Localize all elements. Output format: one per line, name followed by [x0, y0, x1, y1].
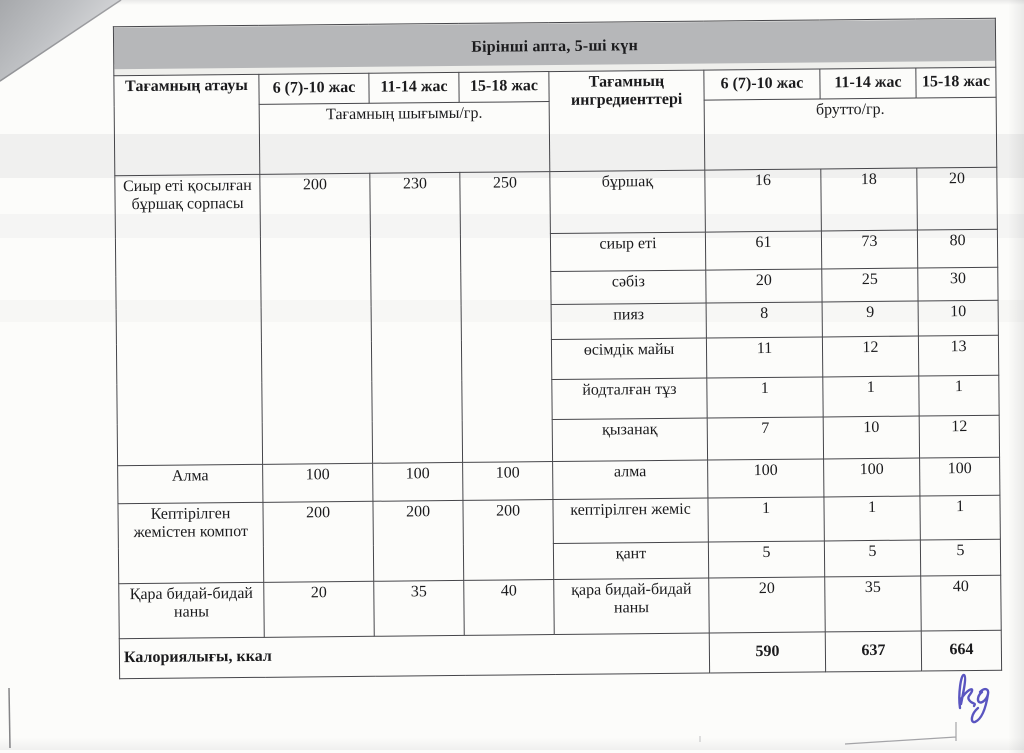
scanner-corner-artifact	[0, 0, 122, 82]
brutto-value-cell: 12	[822, 336, 918, 377]
ingredient-name-cell: қант	[553, 542, 708, 579]
brutto-value-cell: 10	[918, 300, 998, 336]
brutto-value-cell: 1	[920, 495, 1001, 540]
ingredient-name-cell: сиыр еті	[550, 232, 705, 271]
table-row	[119, 575, 1002, 638]
calories-value-cell: 664	[921, 630, 1001, 671]
brutto-value-cell: 61	[705, 231, 821, 270]
brutto-value-cell: 1	[707, 377, 823, 418]
portion-value-cell: 40	[464, 580, 555, 636]
portion-value-cell: 100	[463, 462, 553, 501]
brutto-value-cell: 20	[709, 577, 826, 633]
brutto-value-cell: 13	[918, 335, 998, 376]
brutto-value-cell: 100	[708, 459, 824, 498]
brutto-value-cell: 25	[822, 268, 918, 302]
brutto-value-cell: 16	[705, 169, 822, 232]
handwritten-signature	[948, 662, 1006, 730]
age-header-cell: 6 (7)-10 жас	[704, 69, 820, 100]
scan-right-edge-shading	[1008, 0, 1024, 753]
ingredients-column-header: Тағамның ингредиенттері	[549, 70, 705, 171]
ingredient-name-cell: йодталған тұз	[552, 378, 707, 419]
brutto-value-cell: 100	[824, 458, 920, 497]
portion-value-cell: 20	[264, 581, 375, 637]
brutto-value-cell: 12	[919, 415, 1000, 458]
calories-value-cell: 637	[825, 631, 921, 672]
ingredient-name-cell: пияз	[551, 303, 706, 339]
dish-name-cell: Кептірілген жемістен компот	[118, 502, 264, 583]
brutto-value-cell: 1	[824, 496, 920, 541]
brutto-value-cell: 20	[706, 269, 822, 303]
ingredient-name-cell: қызанақ	[552, 418, 707, 461]
ingredient-name-cell: алма	[553, 460, 708, 499]
brutto-value-cell: 80	[917, 229, 997, 268]
portion-value-cell: 100	[263, 463, 373, 502]
page-title: Бірінші апта, 5-ші күн	[113, 18, 996, 75]
brutto-value-cell: 11	[706, 337, 822, 378]
age-header-cell: 11-14 жас	[820, 68, 916, 99]
scan-top-edge-shading	[0, 0, 1024, 5]
portion-value-cell: 100	[373, 462, 463, 501]
ingredient-name-cell: бұршақ	[550, 170, 706, 233]
portion-value-cell: 200	[260, 173, 373, 464]
brutto-value-cell: 10	[823, 416, 919, 459]
brutto-value-cell: 5	[708, 541, 824, 578]
brutto-value-cell: 20	[917, 167, 998, 230]
age-header-cell: 15-18 жас	[916, 67, 996, 98]
menu-table-container	[113, 18, 1001, 679]
table-row	[119, 630, 1001, 678]
portion-value-cell: 200	[463, 500, 554, 581]
menu-table	[113, 18, 1002, 679]
age-header-cell: 6 (7)-10 жас	[259, 73, 369, 104]
brutto-value-cell: 100	[920, 457, 1000, 496]
ingredient-name-cell: қара бидай-бидай наны	[554, 578, 710, 634]
age-header-cell: 11-14 жас	[369, 72, 459, 103]
dish-name-column-header: Тағамның атауы	[114, 74, 260, 175]
calories-value-cell: 590	[709, 632, 825, 673]
brutto-value-cell: 5	[920, 539, 1000, 576]
dish-name-cell: Қара бидай-бидай наны	[119, 582, 265, 638]
brutto-value-cell: 35	[825, 576, 922, 632]
brutto-value-cell: 1	[823, 376, 919, 417]
portion-value-cell: 230	[370, 172, 463, 463]
brutto-value-cell: 8	[706, 302, 822, 338]
scan-shading-band	[0, 738, 1024, 750]
calories-label-cell: Калориялығы, ккал	[119, 633, 709, 679]
brutto-value-cell: 5	[824, 540, 920, 577]
brutto-subheader: брутто/гр.	[704, 97, 997, 170]
ingredient-name-cell: кептірілген жеміс	[553, 498, 708, 543]
brutto-value-cell: 9	[822, 301, 918, 337]
brutto-value-cell: 18	[821, 168, 918, 231]
output-subheader: Тағамның шығымы/гр.	[259, 102, 550, 175]
dish-name-cell: Алма	[118, 464, 263, 503]
dish-name-cell: Сиыр еті қосылған бұршақ сорпасы	[115, 174, 263, 465]
portion-value-cell: 35	[374, 580, 465, 636]
brutto-value-cell: 40	[921, 575, 1002, 631]
brutto-value-cell: 1	[919, 375, 999, 416]
age-header-cell: 15-18 жас	[459, 72, 549, 103]
ingredient-name-cell: сәбіз	[551, 270, 706, 304]
table-row	[115, 167, 998, 237]
portion-value-cell: 250	[460, 172, 553, 463]
portion-value-cell: 200	[373, 500, 464, 581]
brutto-value-cell: 30	[918, 267, 998, 301]
brutto-value-cell: 73	[821, 230, 917, 269]
brutto-value-cell: 1	[708, 497, 824, 542]
brutto-value-cell: 7	[707, 417, 823, 460]
portion-value-cell: 200	[263, 501, 374, 582]
ingredient-name-cell: өсімдік майы	[551, 338, 706, 379]
